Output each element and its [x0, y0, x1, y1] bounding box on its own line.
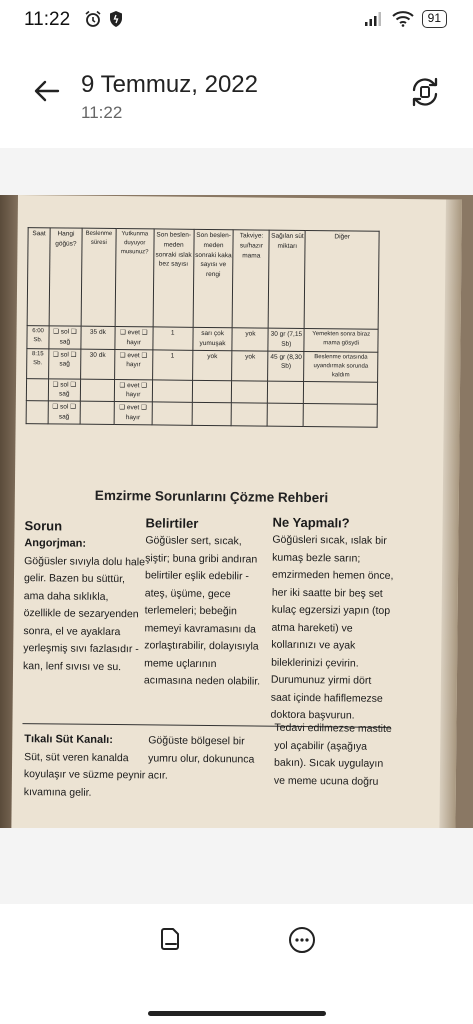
status-right-icons [364, 10, 447, 28]
problem-column [23, 517, 147, 676]
table-cell: yok [232, 350, 268, 380]
table-header-row [27, 228, 379, 330]
table-cell [26, 401, 48, 424]
table-row [27, 348, 378, 382]
header [0, 55, 473, 135]
symptoms-column [148, 732, 267, 786]
table-cell [80, 379, 114, 402]
table-cell [152, 402, 192, 425]
note-photo[interactable] [0, 195, 473, 828]
table-cell: Yemekten sonra biraz mama gösydi [304, 329, 378, 352]
table-header: Hangi göğüs? [49, 228, 82, 326]
table-row [26, 401, 377, 427]
symptom-text: Göğüsler sert, sıcak, şiştir; buna gribi andıran belirtiler eşlik edebilir -ateş, üşüme, gece terlemeleri; bebeğin memeyi kavramasını da zorlaştırabilir, dolayısıyla meme uçlarının acımasına neden olabilir. [143, 534, 261, 688]
section-title: Emzirme Sorunlarını Çözme Rehberi [94, 487, 329, 506]
table-cell [267, 403, 303, 426]
table-cell [152, 379, 192, 402]
status-left-icons [84, 10, 124, 28]
column-heading: Ne Yapmalı? [272, 514, 350, 531]
problem-text: Göğüsler sıvıyla dolu hale gelir. Bazen bu süttür, ama daha sıklıkla, özellikle de sezaryenden sonra, el ve ayaklara yerleşmiş sıvı fazlasıdır -kan, lenf sıvısı ve su. [23, 554, 146, 673]
alarm-icon [84, 10, 102, 28]
action-text: Göğüsleri sıcak, ıslak bir kumaş bezle sarın; emzirmeden hemen önce, her iki saatte bir beş set kulaç egzersizi yapın (top atma hareketi) ve kollarınızı ve ayak bileklerinizi çevirin. Durumunuz yirmi dört saat içinde hafiflemezse doktora başvurun. [270, 533, 394, 722]
table-cell: 30 gr (7,15 Sb) [268, 328, 304, 351]
table-header: Son beslen-meden sonraki kaka sayısı ve rengi [193, 229, 234, 327]
column-heading: Belirtiler [145, 515, 199, 531]
feeding-log-table [26, 227, 380, 427]
table-cell: sarı çok yumuşak [192, 327, 232, 350]
table-cell: ❑ sol ❑ sağ [48, 401, 80, 424]
more-options-icon[interactable] [288, 926, 316, 954]
status-bar [0, 0, 473, 40]
table-cell: yok [232, 328, 268, 351]
table-cell [192, 380, 232, 403]
table-header: Son beslen-meden sonraki ıslak bez sayısı [153, 229, 194, 327]
table-cell: 35 dk [81, 326, 115, 349]
table-header: Diğer [304, 231, 379, 330]
table-cell: ❑ evet ❑ hayır [115, 327, 153, 350]
table-cell: ❑ evet ❑ hayır [114, 379, 152, 402]
table-cell [232, 380, 268, 403]
bottom-toolbar [0, 904, 473, 1024]
table-cell: 8:15 Sb. [27, 348, 49, 378]
problem-column [24, 731, 147, 802]
home-indicator[interactable] [148, 1011, 326, 1016]
table-cell: ❑ evet ❑ hayır [114, 349, 152, 379]
table-header: Beslenme süresi [81, 228, 116, 326]
table-cell [303, 404, 377, 427]
image-bottom-padding [0, 828, 473, 904]
book-page [11, 195, 462, 828]
table-cell [268, 381, 304, 404]
status-time: 11:22 [24, 9, 71, 30]
page-subtitle: 11:22 [81, 103, 123, 122]
table-cell: ❑ sol ❑ sağ [49, 326, 81, 349]
document-icon[interactable] [158, 926, 184, 952]
problem-term: Tıkalı Süt Kanalı: [24, 733, 114, 747]
signal-icon [364, 11, 384, 27]
table-header: Yutkunma duyuyor musunuz? [115, 229, 154, 327]
table-cell: 6:00 Sb. [27, 326, 49, 349]
table-cell: 30 dk [80, 349, 114, 379]
column-heading: Sorun [24, 518, 63, 534]
image-top-padding [0, 148, 473, 195]
table-cell: ❑ evet ❑ hayır [114, 402, 152, 425]
table-cell: Beslenme ortasında uyandırmak sorunda kaldım [304, 351, 378, 382]
problem-term: Angorjman: [24, 537, 87, 550]
page-edge [439, 199, 462, 828]
table-header: Takviye: su/hazır mama [233, 230, 270, 328]
table-cell [192, 402, 232, 425]
table-header: Saat [27, 228, 50, 326]
rotate-icon[interactable] [405, 72, 445, 112]
page-title: 9 Temmuz, 2022 [81, 71, 258, 98]
table-cell: 1 [153, 327, 193, 350]
table-cell [80, 401, 114, 424]
table-cell [26, 378, 48, 401]
actions-column [270, 514, 394, 726]
table-cell: 45 gr (8,30 Sb) [268, 351, 304, 381]
table-cell: ❑ sol ❑ sağ [48, 378, 80, 401]
table-cell: yok [192, 350, 232, 380]
action-text: Tedavi edilmezse mastite yol açabilir (aşağıya bakın). Sıcak uygulayın ve meme ucuna doğru [273, 721, 392, 788]
problem-text: Süt, süt veren kanalda koyulaşır ve süzme peynir kıvamına gelir. [23, 750, 146, 799]
battery-indicator: 91 [422, 10, 447, 28]
symptom-text: Göğüste bölgesel bir yumru olur, dokununca acır. [147, 734, 255, 782]
wifi-icon [392, 11, 414, 27]
actions-column [274, 720, 395, 791]
shield-icon [108, 10, 124, 28]
table-cell [232, 403, 268, 426]
table-cell: 1 [152, 349, 192, 379]
back-arrow-icon[interactable] [30, 74, 64, 108]
table-header: Sağılan süt miktarı [269, 230, 306, 328]
table-cell: ❑ sol ❑ sağ [49, 348, 81, 378]
symptoms-column [144, 514, 268, 691]
table-cell [304, 381, 378, 404]
